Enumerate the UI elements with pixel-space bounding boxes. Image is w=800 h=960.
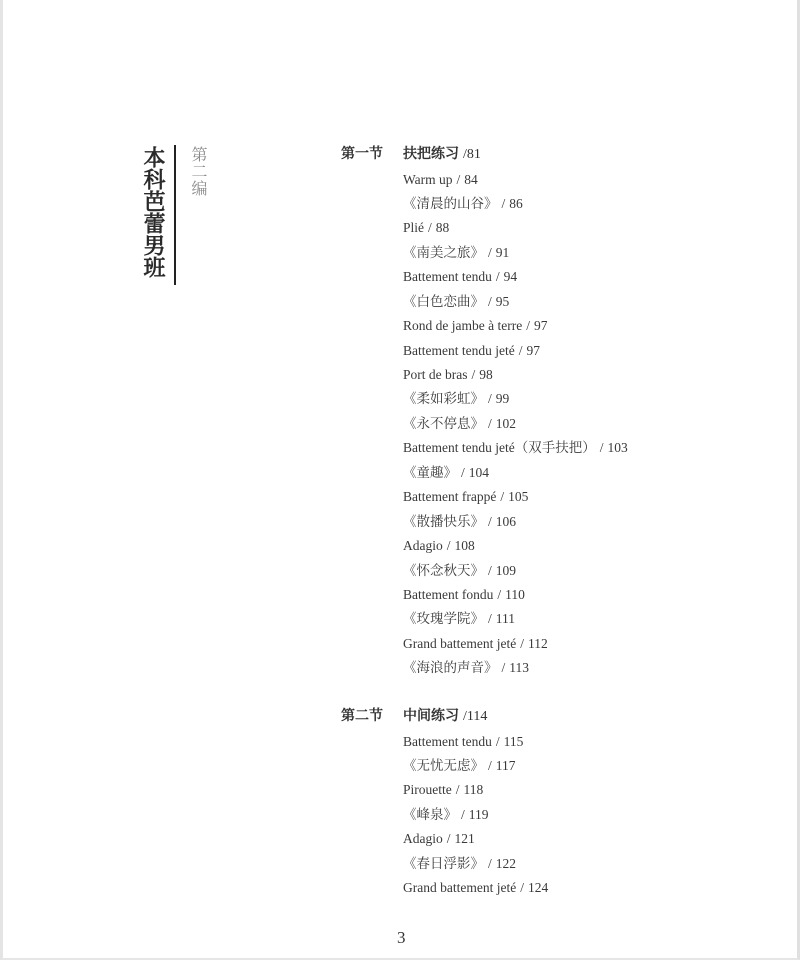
entry-page: 86 [509,195,523,211]
toc-entry[interactable] [403,168,628,192]
entry-title: 《怀念秋天》 [403,562,484,578]
entry-page: 118 [463,782,484,798]
toc-entry[interactable] [403,290,628,314]
entry-separator: / [501,660,506,676]
entry-title: 《玫瑰学院》 [403,611,484,627]
entry-separator: / [471,367,476,382]
section-page-ref: /81 [463,147,481,162]
toc-entry[interactable] [403,730,548,754]
section-page-ref: /114 [463,709,488,724]
toc-entry[interactable] [403,314,628,338]
section-title: 扶把练习 [403,146,459,162]
toc-entry[interactable] [403,412,628,436]
toc-entry[interactable] [403,656,628,680]
entry-separator: / [488,611,492,627]
entry-title: Battement tendu jeté（双手扶把） [403,440,596,456]
part-label: 第二编 [189,146,208,197]
entry-title: 《童趣》 [403,464,457,480]
entry-separator: / [461,464,465,480]
entry-title: 《海浪的声音》 [403,660,498,676]
entry-title: 《无忧无虑》 [403,757,484,773]
entry-separator: / [488,757,492,773]
entry-title: Port de bras [403,367,468,382]
toc-entry[interactable] [403,192,628,216]
entry-separator: / [428,220,432,236]
entry-title: 《春日浮影》 [403,855,484,871]
entry-separator: / [495,269,500,285]
entry-separator: / [488,391,492,407]
entry-title: Adagio [403,538,443,554]
entry-page: 113 [509,660,530,676]
entry-page: 119 [468,806,489,822]
toc-entry[interactable] [403,852,548,876]
toc-section-1 [341,143,628,681]
entry-separator: / [455,782,460,798]
section-title: 中间练习 [403,708,459,724]
entry-page: 109 [495,562,517,578]
entry-page: 104 [468,464,490,480]
entry-separator: / [501,195,506,211]
entry-separator: / [500,489,505,505]
toc-entry[interactable] [403,387,628,411]
toc-entry[interactable] [403,216,628,240]
entry-separator: / [446,538,451,554]
entry-page: 102 [495,415,517,431]
entry-separator: / [488,513,492,529]
entry-separator: / [520,635,524,651]
toc-entry[interactable] [403,436,628,460]
entry-title: Warm up [403,171,453,187]
entry-title: Pirouette [403,782,452,798]
entry-page: 122 [495,855,517,871]
entry-separator: / [488,562,492,578]
entry-separator: / [488,293,492,309]
entry-page: 88 [435,220,450,236]
toc-entry[interactable] [403,632,628,656]
toc-entry[interactable] [403,778,548,802]
entry-page: 91 [495,244,510,260]
toc-entry[interactable] [403,607,628,631]
entry-page: 121 [454,831,475,847]
entry-page: 103 [607,440,628,456]
entry-page: 115 [503,733,524,749]
toc-entry-list [403,168,628,681]
entry-separator: / [520,880,524,896]
entry-page: 124 [527,880,549,896]
part-title: 本科芭蕾男班 [140,146,166,278]
entry-separator: / [518,342,523,358]
entry-title: Battement frappé [403,489,497,505]
entry-separator: / [526,318,530,334]
section-number: 第一节 [341,146,383,162]
entry-separator: / [599,440,604,456]
entry-page: 108 [454,538,475,554]
toc-entry[interactable] [403,363,628,387]
entry-page: 105 [508,489,529,505]
toc-entry[interactable] [403,534,628,558]
toc-entry[interactable] [403,827,548,851]
entry-title: 《白色恋曲》 [403,293,484,309]
toc-entry[interactable] [403,461,628,485]
toc-entry-list [403,730,548,901]
entry-title: Battement tendu [403,269,492,285]
entry-page: 112 [527,635,548,651]
entry-page: 106 [495,513,517,529]
toc-entry[interactable] [403,583,628,607]
section-heading[interactable] [341,705,548,730]
entry-title: 《清晨的山谷》 [403,195,498,211]
entry-title: Rond de jambe à terre [403,318,523,334]
entry-title: 《峰泉》 [403,806,457,822]
entry-separator: / [488,244,492,260]
toc-entry[interactable] [403,485,628,509]
entry-page: 95 [495,293,510,309]
entry-separator: / [456,171,461,187]
vertical-divider [174,145,176,285]
toc-entry[interactable] [403,510,628,534]
entry-page: 98 [479,367,493,382]
section-number: 第二节 [341,708,383,724]
entry-title: Battement tendu [403,733,492,749]
toc-entry[interactable] [403,339,628,363]
entry-separator: / [488,415,492,431]
entry-title: 《南美之旅》 [403,244,484,260]
toc-entry[interactable] [403,876,548,900]
page-number: 3 [397,928,406,947]
entry-page: 97 [526,342,540,358]
entry-title: Adagio [403,831,443,847]
entry-title: 《柔如彩虹》 [403,391,484,407]
entry-page: 94 [503,269,518,285]
entry-title: 《散播快乐》 [403,513,484,529]
toc-entry[interactable] [403,803,548,827]
entry-title: Plié [403,220,425,236]
entry-separator: / [495,733,500,749]
entry-page: 99 [495,391,510,407]
toc-entry[interactable] [403,754,548,778]
entry-separator: / [446,831,451,847]
entry-title: 《永不停息》 [403,415,484,431]
entry-page: 117 [495,757,516,773]
entry-page: 84 [464,171,478,187]
entry-title: Battement fondu [403,586,494,602]
entry-title: Grand battement jeté [403,880,517,896]
entry-separator: / [488,855,492,871]
toc-entry[interactable] [403,559,628,583]
entry-page: 111 [495,611,516,627]
toc-section-2 [341,705,548,901]
section-heading[interactable] [341,143,628,168]
entry-separator: / [497,586,502,602]
entry-title: Battement tendu jeté [403,342,515,358]
entry-page: 110 [505,586,525,602]
entry-title: Grand battement jeté [403,635,517,651]
toc-entry[interactable] [403,241,628,265]
toc-entry[interactable] [403,265,628,289]
entry-page: 97 [533,318,548,334]
entry-separator: / [461,806,465,822]
